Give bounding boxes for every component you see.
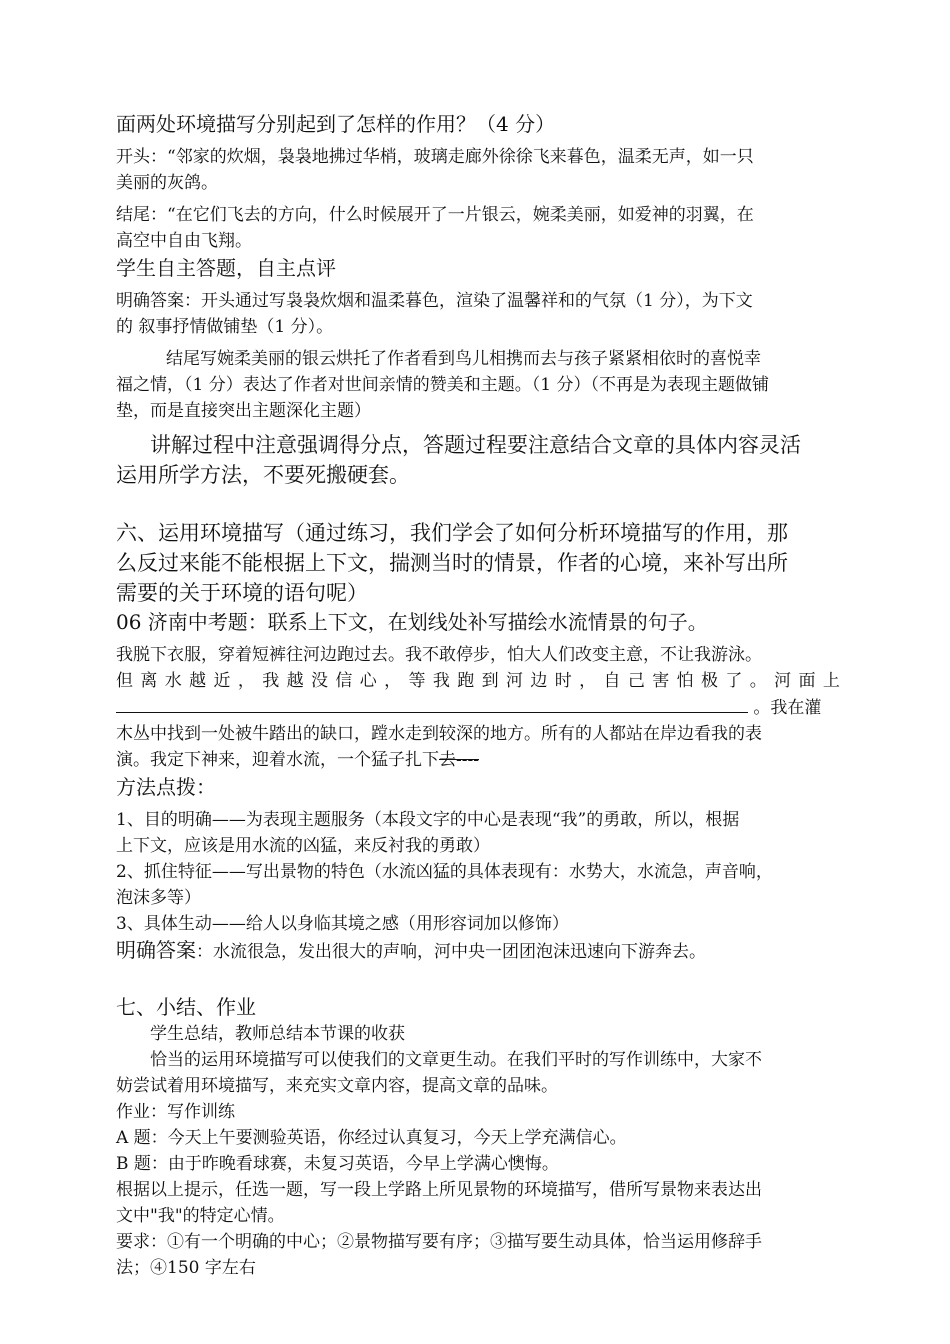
answer1-line1: 明确答案：开头通过写袅袅炊烟和温柔暮色，渲染了温馨祥和的气氛（1 分），为下文 [116,291,753,311]
passage-char: 害 [652,671,670,691]
requirement-line2: 法；④150 字左右 [116,1258,256,1278]
question-heading: 面两处环境描写分别起到了怎样的作用？（4 分） [116,112,556,136]
section7-heading: 七、小结、作业 [116,995,256,1019]
passage-char: 自 [603,671,621,691]
homework-line: 作业：写作训练 [116,1102,235,1122]
explain-line1: 讲解过程中注意强调得分点，答题过程要注意结合文章的具体内容灵活 [150,433,801,457]
passage-char: 了 [725,671,743,691]
passage-line3-after: 。我在灌 [753,698,822,718]
fill-in-blank[interactable] [116,694,748,713]
topic-a-line: A 题：今天上午要测验英语，你经过认真复习，今天上学充满信心。 [116,1128,627,1148]
opening-quote-line1: 开头：“邻家的炊烟，袅袅地拂过华梢，玻璃走廊外徐徐飞来暮色，温柔无声，如一只 [116,147,754,167]
summary2-line1: 恰当的运用环境描写可以使我们的文章更生动。在我们平时的写作训练中，大家不 [150,1050,762,1070]
section6-line2: 么反过来能不能根据上下文，揣测当时的情景，作者的心境，来补写出所 [116,551,788,575]
answer3-text: ：水流很急，发出很大的声响，河中央一团团泡沫迅速向下游奔去。 [196,942,706,962]
passage-char: 河 [774,671,792,691]
answer2-line3: 垫，而是直接突出主题深化主题） [116,401,371,421]
choose-line1: 根据以上提示，任选一题，写一段上学路上所见景物的环境描写，借所写景物来表达出 [116,1180,762,1200]
passage-line4: 木丛中找到一处被牛踏出的缺口，蹚水走到较深的地方。所有的人都站在岸边看我的表 [116,724,762,744]
passage-char: 越 [189,671,207,691]
self-eval-line: 学生自主答题，自主点评 [116,256,336,280]
answer2-line2: 福之情，（1 分）表达了作者对世间亲情的赞美和主题。（1 分）（不再是为表现主题做铺 [116,375,769,395]
passage-line2 [116,668,840,694]
summary1-line: 学生总结，教师总结本节课的收获 [150,1024,405,1044]
section6-line3: 需要的关于环境的语句呢） [116,581,368,605]
passage-line3 [116,694,840,721]
answer3-label: 明确答案 [116,938,196,962]
document-page [116,110,840,1281]
passage-char: 己 [627,671,645,691]
passage-char: 我 [262,671,280,691]
passage-char: 信 [335,671,353,691]
ending-quote-line2: 高空中自由飞翔。 [116,231,252,251]
passage-char: 时 [554,671,572,691]
passage-char: 但 [116,671,133,691]
method1-line2: 上下文，应该是用水流的凶猛，来反衬我的勇敢） [116,836,490,856]
passage-char: ， [579,671,597,691]
passage-char: 面 [798,671,816,691]
passage-char: 边 [530,671,548,691]
passage-char: 怕 [676,671,694,691]
opening-quote-line2: 美丽的灰鸽。 [116,173,218,193]
passage-line5-a: 演。我定下神来，迎着水流，一个猛子扎下 [116,750,439,770]
topic-b-line: B 题：由于昨晚看球赛，未复习英语，今早上学满心懊悔。 [116,1154,559,1174]
passage-line1: 我脱下衣服，穿着短裤往河边跑过去。我不敢停步，怕大人们改变主意，不让我游泳。 [116,645,762,665]
passage-char: 等 [408,671,426,691]
choose-line2: 文中"我"的特定心情。 [116,1206,285,1226]
passage-char: 河 [506,671,523,691]
passage-char: 到 [481,671,499,691]
passage-char: 。 [749,671,767,691]
explain-line2: 运用所学方法，不要死搬硬套。 [116,463,410,487]
method2-line1: 2、抓住特征——写出景物的特色（水流凶猛的具体表现有：水势大，水流急，声音响， [116,862,773,882]
answer3-line [116,937,840,965]
passage-char: 心 [359,671,377,691]
passage-char: 跑 [457,671,475,691]
ending-quote-line1: 结尾：“在它们飞去的方向，什么时候展开了一片银云，婉柔美丽，如爱神的羽翼，在 [116,205,754,225]
answer1-line2: 的 叙事抒情做铺垫（1 分）。 [116,317,334,337]
section6-line1: 六、运用环境描写（通过练习，我们学会了如何分析环境描写的作用，那 [116,521,788,545]
method1-line1: 1、目的明确——为表现主题服务（本段文字的中心是表现“我”的勇敢，所以，根据 [116,810,740,830]
passage-char: 近 [213,671,231,691]
passage-char: 极 [701,671,718,691]
passage-char: 水 [164,671,182,691]
answer2-line1: 结尾写婉柔美丽的银云烘托了作者看到鸟儿相携而去与孩子紧紧相依时的喜悦幸 [166,349,761,369]
summary2-line2: 妨尝试着用环境描写，来充实文章内容，提高文章的品味。 [116,1076,558,1096]
passage-char: 越 [286,671,304,691]
passage-line5 [116,747,840,773]
passage-char: 我 [432,671,450,691]
method2-line2: 泡沫多等） [116,888,201,908]
requirement-line1: 要求：①有一个明确的中心；②景物描写要有序；③描写要生动具体，恰当运用修辞手 [116,1232,762,1252]
passage-char: ， [237,671,255,691]
passage-char: 离 [140,671,158,691]
method-title: 方法点拨： [116,775,216,799]
passage-char: ， [384,671,402,691]
passage-char: 没 [311,671,328,691]
passage-char: 上 [822,671,840,691]
method3-line: 3、具体生动——给人以身临其境之感（用形容词加以修饰） [116,914,569,934]
passage-line5-b: 去---- [439,750,479,770]
exam-question: 06 济南中考题：联系上下文，在划线处补写描绘水流情景的句子。 [116,610,708,634]
